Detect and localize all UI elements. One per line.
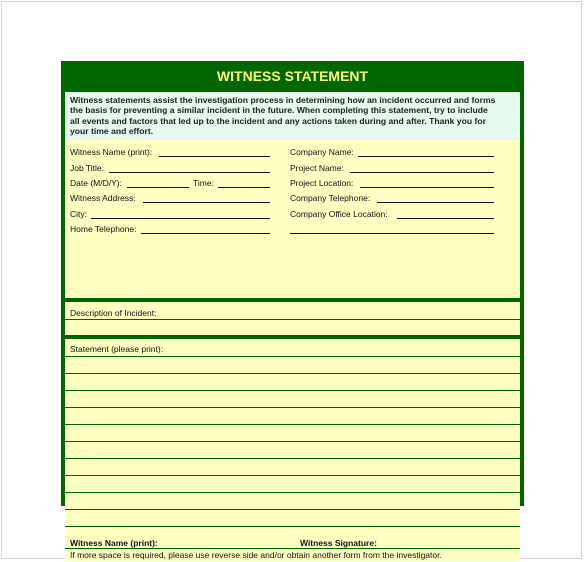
intro-line: your time and effort.	[70, 126, 154, 137]
company-name-field[interactable]	[358, 156, 494, 157]
home-telephone-label: Home Telephone:	[70, 224, 137, 234]
company-telephone-field[interactable]	[377, 202, 494, 203]
intro-line: Witness statements assist the investigation process in determining how an incident occurred and forms	[70, 95, 496, 105]
time-field[interactable]	[218, 187, 270, 188]
city-field[interactable]	[91, 218, 270, 219]
company-name-label: Company Name:	[290, 147, 354, 157]
statement-line[interactable]	[65, 390, 520, 391]
statement-line[interactable]	[65, 441, 520, 442]
job-title-label: Job Title:	[70, 163, 105, 173]
project-location-label: Project Location:	[290, 178, 354, 188]
city-label: City:	[70, 209, 87, 219]
company-office-location-field-continued[interactable]	[290, 233, 494, 234]
witness-name-print-label: Witness Name (print):	[70, 538, 158, 548]
intro-line: all events and factors that led up to the incident and any actions taken during and after. Thank you for	[70, 115, 486, 126]
statement-line[interactable]	[65, 424, 520, 425]
description-line[interactable]	[65, 319, 520, 320]
statement-line[interactable]	[65, 509, 520, 510]
witness-address-label: Witness Address:	[70, 193, 136, 203]
witness-name-label: Witness Name (print):	[70, 147, 153, 157]
statement-panel	[65, 339, 520, 561]
witness-signature-label: Witness Signature:	[300, 538, 377, 548]
statement-line[interactable]	[65, 526, 520, 527]
witness-name-field[interactable]	[159, 156, 270, 157]
time-label: Time:	[193, 178, 214, 188]
home-telephone-field[interactable]	[141, 233, 270, 234]
company-office-location-field[interactable]	[397, 218, 494, 219]
witness-address-field[interactable]	[143, 202, 270, 203]
project-name-field[interactable]	[350, 172, 494, 173]
date-field[interactable]	[127, 187, 189, 188]
witness-statement-form	[61, 61, 524, 560]
statement-line[interactable]	[65, 407, 520, 408]
date-label: Date (M/D/Y):	[70, 178, 122, 188]
company-office-location-label: Company Office Location:	[290, 209, 388, 219]
form-title: WITNESS STATEMENT	[216, 68, 369, 84]
intro-line: the basis for preventing a similar incident in the future. When completing this statement, try to include	[70, 105, 488, 116]
footer-note: If more space is required, please use reverse side and/or obtain another form from the investigator.	[70, 550, 442, 560]
statement-line[interactable]	[65, 373, 520, 374]
description-label: Description of Incident:	[70, 308, 157, 318]
statement-line[interactable]	[65, 458, 520, 459]
project-location-field[interactable]	[360, 187, 494, 188]
project-name-label: Project Name:	[290, 163, 344, 173]
signature-line[interactable]	[65, 548, 520, 549]
statement-line[interactable]	[65, 475, 520, 476]
statement-line[interactable]	[65, 492, 520, 493]
job-title-field[interactable]	[109, 172, 270, 173]
statement-line[interactable]	[65, 356, 520, 357]
statement-label: Statement (please print):	[70, 344, 164, 354]
description-panel	[65, 302, 520, 335]
company-telephone-label: Company Telephone:	[290, 193, 371, 203]
info-panel	[65, 140, 520, 298]
